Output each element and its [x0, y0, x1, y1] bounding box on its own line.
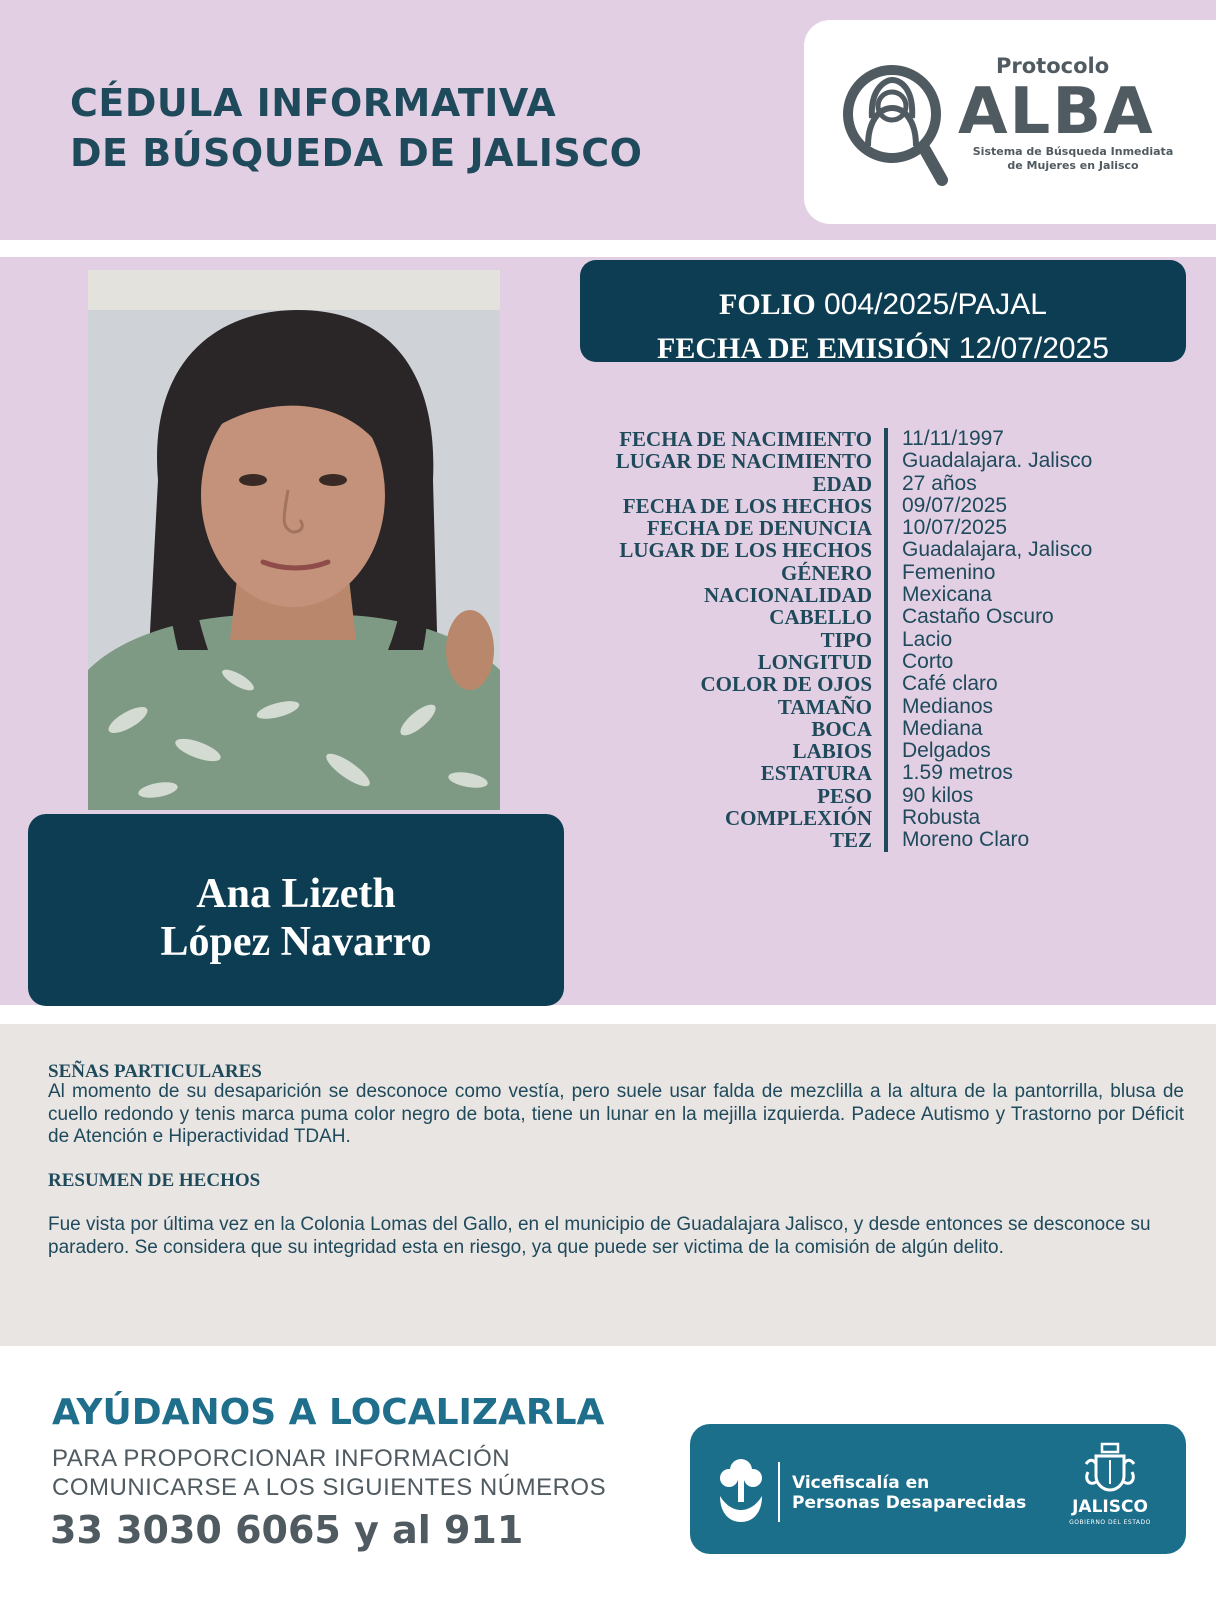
detail-label: TAMAÑO	[777, 694, 872, 719]
detail-row	[560, 450, 1160, 472]
detail-label: NACIONALIDAD	[703, 583, 872, 608]
detail-label: LABIOS	[792, 739, 872, 764]
detail-label: LUGAR DE NACIMIENTO	[615, 449, 872, 474]
help-line-2: COMUNICARSE A LOS SIGUIENTES NÚMEROS	[52, 1474, 607, 1501]
detail-label: COMPLEXIÓN	[725, 806, 872, 831]
detail-row	[560, 785, 1160, 807]
gobierno-label: GOBIERNO DEL ESTADO	[1069, 1519, 1151, 1526]
folio-label: FOLIO	[719, 288, 816, 321]
person-name	[28, 870, 564, 966]
detail-value: Mexicana	[902, 583, 992, 607]
detail-value: Café claro	[902, 672, 998, 696]
detail-value: Robusta	[902, 806, 981, 830]
detail-label: FECHA DE LOS HECHOS	[622, 493, 872, 518]
detail-label: EDAD	[812, 471, 872, 496]
emission-date-value: 12/07/2025	[958, 332, 1109, 365]
help-line-1: PARA PROPORCIONAR INFORMACIÓN	[52, 1445, 511, 1472]
resumen-heading: RESUMEN DE HECHOS	[48, 1170, 261, 1191]
emission-date-line	[580, 332, 1186, 366]
detail-value: Medianos	[902, 694, 994, 718]
agency-line-2: Personas Desaparecidas	[792, 1493, 1027, 1513]
detail-row	[560, 651, 1160, 673]
detail-row	[560, 762, 1160, 784]
detail-value: 11/11/1997	[902, 427, 1004, 450]
detail-value: Mediana	[902, 716, 983, 740]
detail-label: LONGITUD	[757, 649, 872, 674]
detail-label: BOCA	[811, 716, 872, 741]
title-line-2: DE BÚSQUEDA DE JALISCO	[70, 131, 643, 175]
name-line-2: López Navarro	[160, 919, 432, 965]
detail-label: COLOR DE OJOS	[700, 672, 872, 697]
logo-subtitle-1: Sistema de Búsqueda Inmediata	[972, 145, 1174, 158]
detail-row	[560, 673, 1160, 695]
folio-line	[580, 288, 1186, 322]
senas-heading: SEÑAS PARTICULARES	[48, 1061, 262, 1082]
detail-row	[560, 584, 1160, 606]
help-heading: AYÚDANOS A LOCALIZARLA	[52, 1392, 605, 1433]
detail-value: 09/07/2025	[902, 493, 1008, 517]
detail-row	[560, 495, 1160, 517]
detail-label: FECHA DE NACIMIENTO	[619, 427, 872, 451]
detail-row	[560, 740, 1160, 762]
details-table	[560, 428, 1160, 852]
detail-label: GÉNERO	[780, 560, 872, 585]
detail-row	[560, 428, 1160, 450]
detail-row	[560, 539, 1160, 561]
magnifier-woman-icon	[842, 48, 952, 198]
detail-label: LUGAR DE LOS HECHOS	[619, 538, 872, 563]
name-line-1: Ana Lizeth	[196, 871, 396, 917]
detail-value: Delgados	[902, 739, 991, 763]
detail-value: Moreno Claro	[902, 828, 1030, 852]
title-line-1: CÉDULA INFORMATIVA	[70, 81, 557, 125]
detail-value: Castaño Oscuro	[902, 605, 1054, 629]
tree-hands-icon	[716, 1456, 766, 1526]
person-photo	[88, 270, 500, 810]
detail-value: Femenino	[902, 560, 996, 584]
page-title	[70, 78, 642, 178]
detail-label: ESTATURA	[760, 761, 872, 786]
folio-value: 004/2025/PAJAL	[824, 288, 1047, 321]
detail-row	[560, 696, 1160, 718]
detail-value: 1.59 metros	[902, 761, 1013, 785]
detail-value: 90 kilos	[902, 783, 974, 807]
agency-divider	[778, 1462, 780, 1522]
detail-value: 27 años	[902, 471, 977, 495]
logo-subtitle-2: de Mujeres en Jalisco	[1007, 159, 1139, 172]
detail-row	[560, 606, 1160, 628]
detail-label: TIPO	[820, 627, 872, 652]
detail-row	[560, 829, 1160, 851]
detail-row	[560, 807, 1160, 829]
detail-value: Guadalajara, Jalisco	[902, 538, 1093, 562]
detail-label: PESO	[817, 783, 872, 808]
resumen-text: Fue vista por última vez en la Colonia Lomas del Gallo, en el municipio de Guadalajara Jalisco, y desde entonces se desconoce su paradero. Se considera que su integridad esta en riesgo, ya que puede ser victima de la comisión de algún delito.	[48, 1214, 1151, 1258]
detail-value: Corto	[902, 649, 954, 673]
emission-date-label: FECHA DE EMISIÓN	[657, 332, 951, 365]
detail-value: 10/07/2025	[902, 516, 1008, 540]
detail-row	[560, 562, 1160, 584]
logo-protocolo-text: Protocolo	[996, 54, 1110, 78]
detail-row	[560, 718, 1160, 740]
agency-line-1: Vicefiscalía en	[792, 1473, 930, 1493]
detail-label: CABELLO	[769, 605, 872, 630]
detail-value: Lacio	[902, 627, 953, 651]
jalisco-crest-icon	[1082, 1442, 1138, 1494]
detail-label: TEZ	[829, 828, 872, 853]
phone-numbers[interactable]: 33 3030 6065 y al 911	[50, 1508, 524, 1552]
detail-row	[560, 517, 1160, 539]
logo-alba-text: ALBA	[958, 75, 1155, 149]
detail-row	[560, 473, 1160, 495]
detail-value: Guadalajara. Jalisco	[902, 449, 1093, 473]
jalisco-label: JALISCO	[1072, 1497, 1148, 1517]
senas-text: Al momento de su desaparición se desconoce como vestía, pero suele usar falda de mezclilla a la altura de la pantorrilla, blusa de cuello redondo y tenis marca puma color negro de bota, tiene un lunar en la mejilla izquierda. Padece Autismo y Trastorno por Déficit de Atención e Hiperactividad TDAH.	[48, 1081, 1184, 1147]
detail-label: FECHA DE DENUNCIA	[646, 516, 872, 541]
detail-row	[560, 629, 1160, 651]
